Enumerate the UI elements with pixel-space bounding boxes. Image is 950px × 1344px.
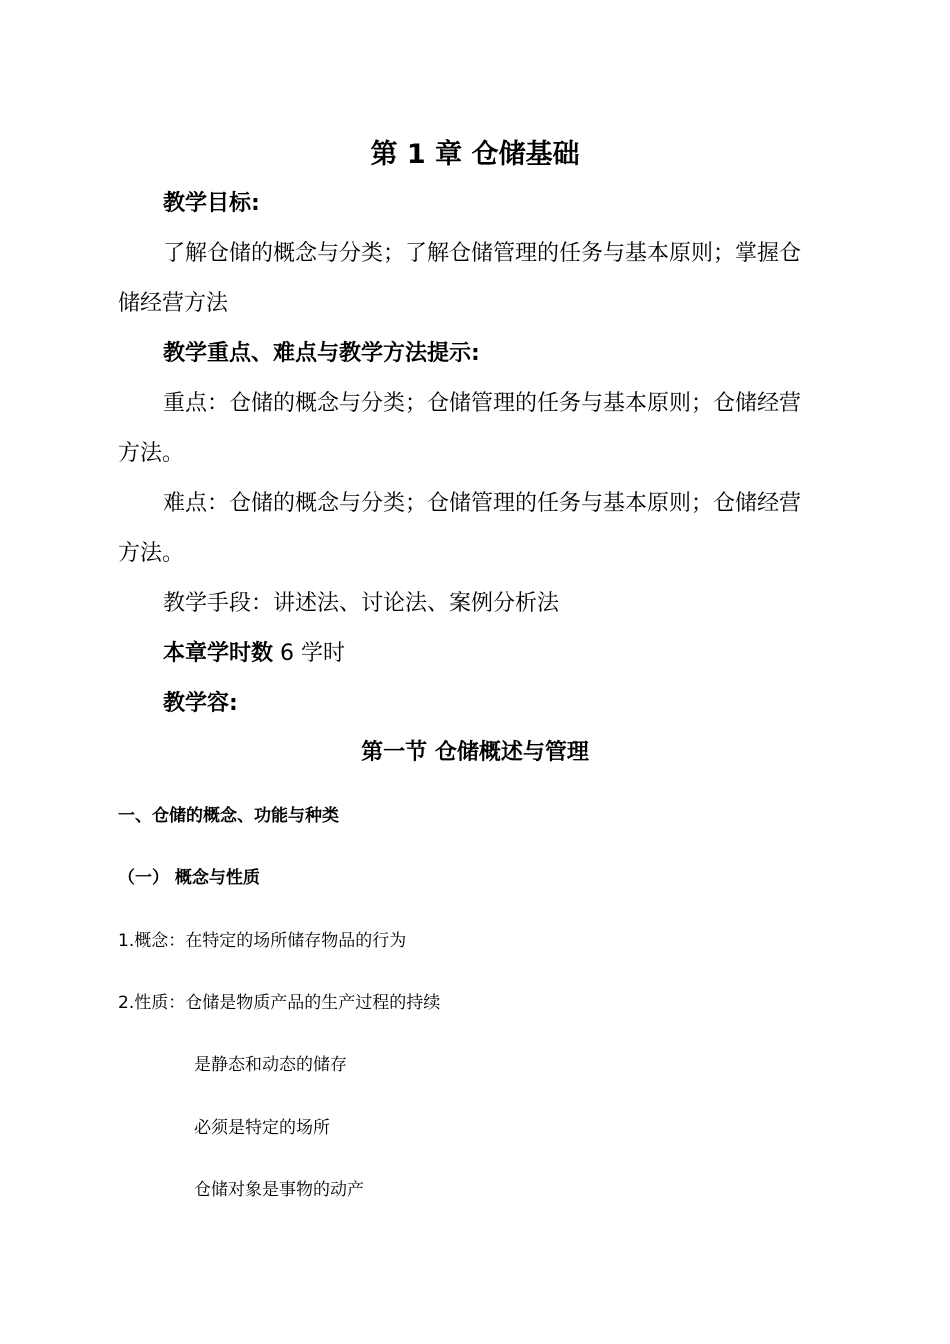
hours-line xyxy=(163,636,345,667)
content-heading: 教学容: xyxy=(163,691,238,716)
subsection-title: 一、仓储的概念、功能与种类 xyxy=(118,806,339,826)
difficulties-line-2: 方法。 xyxy=(118,541,185,566)
difficulties-line-1: 难点：仓储的概念与分类；仓储管理的任务与基本原则；仓储经营 xyxy=(163,491,802,516)
objectives-line-1: 了解仓储的概念与分类；了解仓储管理的任务与基本原则；掌握仓 xyxy=(163,241,802,266)
key-points-heading: 教学重点、难点与教学方法提示: xyxy=(163,341,480,366)
hours-label: 本章学时数 xyxy=(163,641,274,666)
nature-point: 必须是特定的场所 xyxy=(194,1118,330,1138)
sub-sub-title: （一） 概念与性质 xyxy=(118,868,260,888)
key-points-line-1: 重点：仓储的概念与分类；仓储管理的任务与基本原则；仓储经营 xyxy=(163,391,802,416)
section-title: 第一节 仓储概述与管理 xyxy=(361,740,589,765)
key-points-line-2: 方法。 xyxy=(118,441,185,466)
objectives-heading: 教学目标: xyxy=(163,191,260,216)
hours-value: 6 学时 xyxy=(273,641,345,666)
item-nature: 2.性质：仓储是物质产品的生产过程的持续 xyxy=(118,993,441,1013)
nature-point: 是静态和动态的储存 xyxy=(194,1055,347,1075)
item-concept: 1.概念：在特定的场所储存物品的行为 xyxy=(118,931,407,951)
teaching-means: 教学手段：讲述法、讨论法、案例分析法 xyxy=(163,591,560,616)
objectives-line-2: 储经营方法 xyxy=(118,291,229,316)
chapter-title: 第 1 章 仓储基础 xyxy=(370,139,580,170)
nature-point: 仓储对象是事物的动产 xyxy=(194,1180,364,1200)
